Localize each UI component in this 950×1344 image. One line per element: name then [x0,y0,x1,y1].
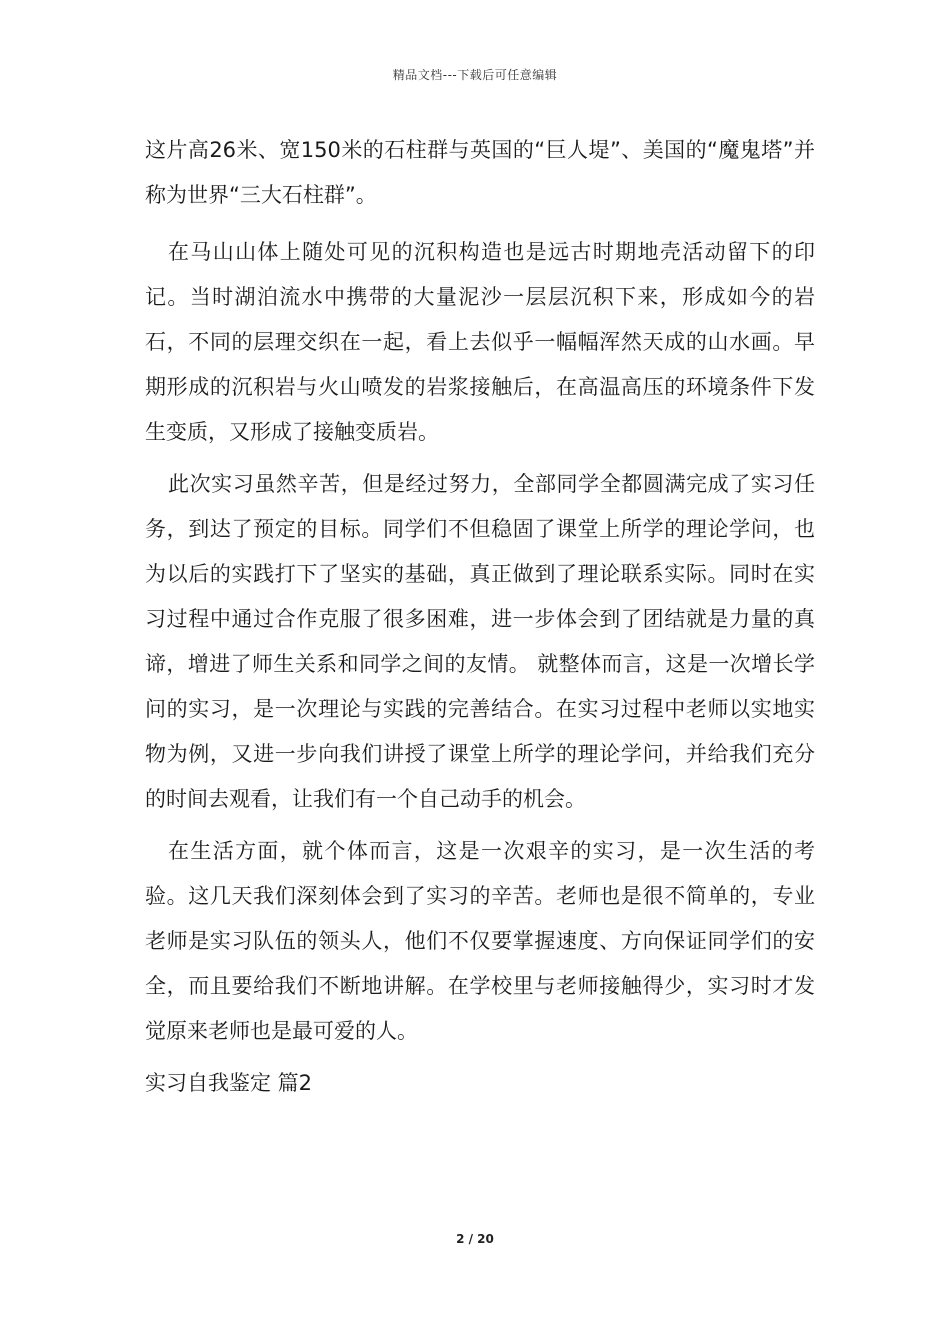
document-body [145,128,815,1106]
page-number: 2 / 20 [456,1232,494,1246]
section-heading: 实习自我鉴定 篇2 [145,1071,313,1095]
paragraph: 在马山山体上随处可见的沉积构造也是远古时期地壳活动留下的印记。当时湖泊流水中携带的大量泥沙一层层沉积下来，形成如今的岩石，不同的层理交织在一起，看上去似乎一幅幅浑然天成的山水画。早期形成的沉积岩与火山喷发的岩浆接触后，在高温高压的环境条件下发生变质，又形成了接触变质岩。 [145,240,815,444]
page-header: 精品文档---下载后可任意编辑 [392,68,558,82]
paragraph: 此次实习虽然辛苦，但是经过努力，全部同学全都圆满完成了实习任务，到达了预定的目标。同学们不但稳固了课堂上所学的理论学问，也为以后的实践打下了坚实的基础，真正做到了理论联系实际。同时在实习过程中通过合作克服了很多困难，进一步体会到了团结就是力量的真谛，增进了师生关系和同学之间的友情。 就整体而言，这是一次增长学问的实习，是一次理论与实践的完善结合。在实习过程中老师以实地实物为例，又进一步向我们讲授了课堂上所学的理论学问，并给我们充分的时间去观看，让我们有一个自己动手的机会。 [145,472,815,811]
paragraph: 这片高26米、宽150米的石柱群与英国的“巨人堤”、美国的“魔鬼塔”并称为世界“三大石柱群”。 [145,138,815,207]
paragraph: 在生活方面，就个体而言，这是一次艰辛的实习，是一次生活的考验。这几天我们深刻体会到了实习的辛苦。老师也是很不简单的，专业老师是实习队伍的领头人，他们不仅要掌握速度、方向保证同学们的安全，而且要给我们不断地讲解。在学校里与老师接触得少，实习时才发觉原来老师也是最可爱的人。 [145,839,815,1043]
